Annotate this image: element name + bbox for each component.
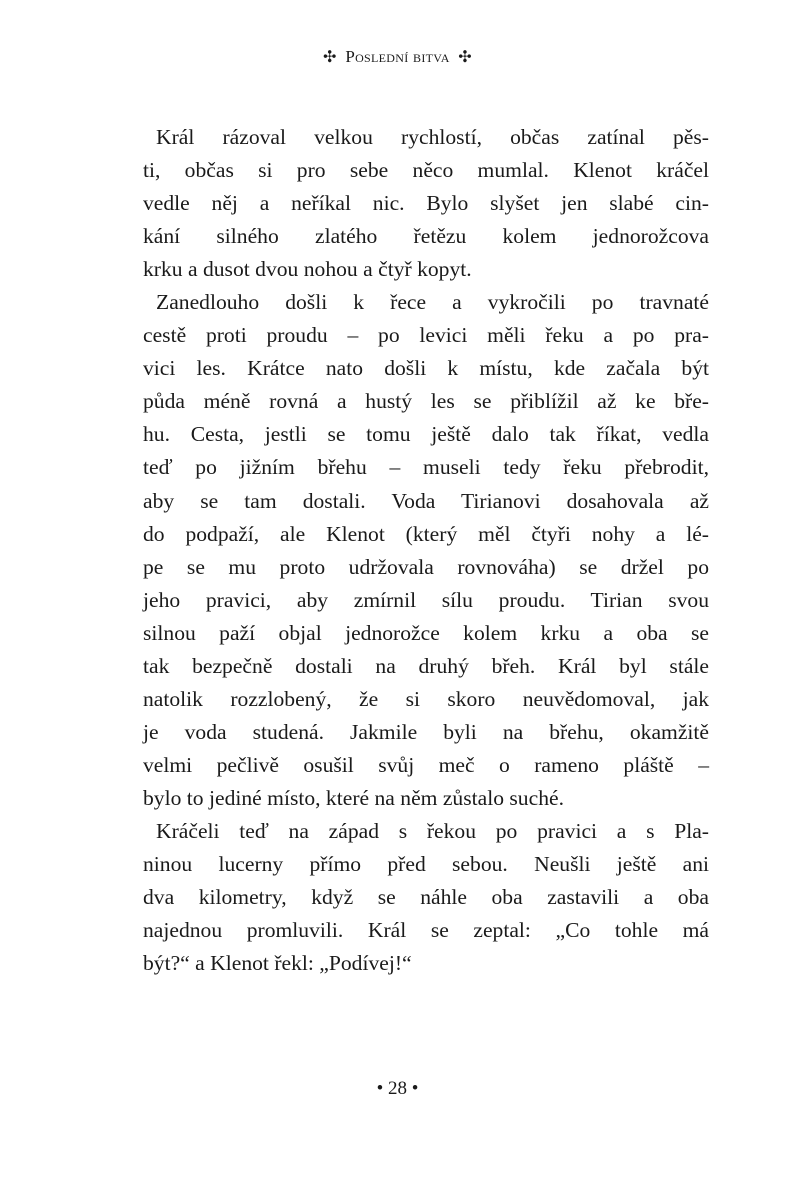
- text-line: ti, občas si pro sebe něco mumlal. Klenot kráčel: [143, 158, 709, 183]
- page-number: • 28 •: [376, 1078, 419, 1099]
- text-line: krku a dusot dvou nohou a čtyř kopyt.: [143, 257, 472, 282]
- text-line: cestě proti proudu – po levici měli řeku a po pra-: [143, 323, 709, 348]
- text-line: Kráčeli teď na západ s řekou po pravici a s Pla-: [156, 818, 709, 843]
- paragraph: [143, 286, 709, 815]
- body-text: [143, 121, 709, 980]
- text-line: jeho pravici, aby zmírnil sílu proudu. Tirian svou: [143, 587, 709, 612]
- paragraph: [143, 121, 709, 286]
- text-line: hu. Cesta, jestli se tomu ještě dalo tak říkat, vedla: [143, 422, 709, 447]
- text-line: půda méně rovná a hustý les se přiblížil až ke bře-: [143, 389, 709, 414]
- text-line: teď po jižním břehu – museli tedy řeku přebrodit,: [143, 455, 709, 480]
- text-line: Zanedlouho došli k řece a vykročili po travnaté: [156, 290, 709, 315]
- text-line: tak bezpečně dostali na druhý břeh. Král byl stále: [143, 653, 709, 678]
- text-line: je voda studená. Jakmile byli na břehu, okamžitě: [143, 719, 709, 744]
- text-line: ninou lucerny přímo před sebou. Neušli ještě ani: [143, 852, 709, 877]
- text-line: bylo to jediné místo, které na něm zůstalo suché.: [143, 785, 564, 810]
- ornament-icon: ✣: [458, 49, 472, 66]
- text-line: být?“ a Klenot řekl: „Podívej!“: [143, 951, 412, 976]
- text-line: najednou promluvili. Král se zeptal: „Co tohle má: [143, 918, 709, 943]
- text-line: aby se tam dostali. Voda Tirianovi dosahovala až: [143, 488, 709, 513]
- text-line: velmi pečlivě osušil svůj meč o rameno pláště –: [143, 752, 709, 777]
- text-line: vici les. Krátce nato došli k místu, kde začala být: [143, 356, 709, 381]
- text-line: do podpaží, ale Klenot (který měl čtyři nohy a lé-: [143, 521, 709, 546]
- chapter-title: Poslední bitva: [345, 47, 450, 66]
- text-line: Král rázoval velkou rychlostí, občas zatínal pěs-: [156, 125, 709, 149]
- text-line: dva kilometry, když se náhle oba zastavili a oba: [143, 885, 709, 910]
- text-line: vedle něj a neříkal nic. Bylo slyšet jen slabé cin-: [143, 191, 709, 216]
- ornament-icon: ✣: [323, 49, 337, 66]
- paragraph: [143, 815, 709, 980]
- text-line: silnou paží objal jednorožce kolem krku a oba se: [143, 620, 709, 645]
- text-line: kání silného zlatého řetězu kolem jednorožcova: [143, 224, 709, 249]
- text-line: natolik rozzlobený, že si skoro neuvědomoval, jak: [143, 686, 709, 711]
- text-line: pe se mu proto udržovala rovnováha) se držel po: [143, 554, 709, 579]
- running-header: [0, 47, 795, 67]
